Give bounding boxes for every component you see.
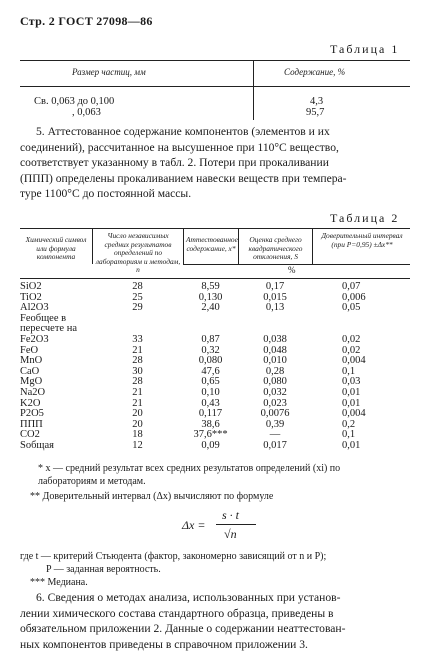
table2-div-4 — [312, 228, 313, 264]
table2-cell-comp: Na2O — [20, 387, 46, 398]
table2-header-n: Число независимых средних результатов определений по лабораториям и методам, n — [95, 231, 181, 275]
table2-row — [20, 441, 410, 452]
footnote-1 — [38, 462, 410, 488]
table2-cell-comp: CaO — [20, 365, 40, 377]
table1-row1-size: Св. 0,063 до 0,100 — [34, 96, 115, 107]
table2-cell-s: 0,39 — [265, 418, 285, 430]
formula-lhs: Δx = — [182, 518, 206, 532]
page-header: Стр. 2 ГОСТ 27098—86 — [20, 14, 153, 28]
table2-cell-d: 0,05 — [342, 302, 361, 314]
table2-row — [20, 303, 410, 314]
p5-line-2: соединений), рассчитанное на высушенное при 110°С вещество, — [20, 140, 339, 154]
paragraph-5 — [20, 124, 410, 202]
table2-cell-comp: пересчете на — [20, 323, 77, 335]
table2-cell-comp: ППП — [20, 418, 43, 430]
table2-cell-s: 0,010 — [263, 355, 287, 367]
table2-row — [20, 335, 410, 346]
table2-cell-s: 0,017 — [263, 440, 287, 451]
table2-cell-n: 21 — [132, 397, 143, 409]
table2-cell-n: 21 — [132, 387, 143, 398]
formula-numerator: s · t — [222, 508, 240, 522]
p6-line-4: ных компонентов приведены в справочном приложении 3. — [20, 637, 308, 651]
table2-cell-n: 30 — [132, 365, 143, 377]
table2-cell-d: 0,01 — [342, 440, 361, 451]
table2-cell-d: 0,004 — [342, 355, 366, 367]
table2-cell-s: 0,0076 — [260, 408, 290, 420]
table2-cell-comp: Sобщая — [20, 440, 55, 451]
table1-col1-header: Размер частиц, мм — [72, 67, 146, 77]
table2-row — [20, 282, 410, 293]
footnote-2: ** Доверительный интервал (Δx) вычисляют по формуле — [30, 491, 274, 502]
table2-cell-comp: P2O5 — [20, 408, 44, 420]
footnote-1-line-2: лабораториям и методам. — [38, 476, 146, 487]
table2-cell-d: 0,2 — [342, 418, 356, 430]
table2-cell-n: 33 — [132, 334, 143, 345]
table2-cell-n: 20 — [132, 418, 143, 430]
table2-cell-comp: TiO2 — [20, 291, 42, 303]
table2-cell-comp: MnO — [20, 355, 43, 367]
table1-caption: Таблица 1 — [330, 42, 400, 56]
table2-cell-n: 28 — [132, 281, 143, 292]
table2-cell-n: 28 — [132, 355, 143, 367]
footnote-5: *** Медиана. — [30, 577, 88, 588]
table2-cell-s: 0,28 — [265, 365, 285, 377]
table2-cell-n: 18 — [132, 429, 143, 441]
table1-row2-size: , 0,063 — [72, 107, 101, 118]
table2-top-rule — [20, 228, 410, 229]
table2-cell-d: 0,01 — [342, 397, 361, 409]
table2-cell-x: 2,40 — [201, 302, 220, 314]
footnote-4: P — заданная вероятность. — [46, 564, 161, 575]
p5-line-4: (ППП) определены прокаливанием навески веществ при темпера- — [20, 171, 347, 185]
footnote-1-line-1: * x — средний результат всех средних результатов определений (xi) по — [38, 463, 341, 474]
p5-line-1: 5. Аттестованное содержание компонентов (элементов и их — [36, 125, 330, 138]
table2-cell-x: 0,10 — [201, 387, 220, 398]
table2-row — [20, 388, 410, 399]
table2-cell-d: 0,02 — [342, 344, 361, 356]
table2-unit: % — [288, 265, 296, 275]
p6-line-1: 6. Сведения о методах анализа, использованных при установ- — [36, 591, 341, 604]
table2-cell-comp: Feобщее в — [20, 312, 67, 324]
table2-cell-s: 0,023 — [263, 397, 287, 409]
table2-cell-comp: CO2 — [20, 429, 40, 441]
table2-unit-rule — [183, 264, 410, 265]
table2-cell-n: 20 — [132, 408, 143, 420]
table2-cell-s: 0,13 — [265, 302, 285, 314]
table2-cell-s: 0,015 — [263, 291, 287, 303]
table1-col2-header: Содержание, % — [284, 67, 346, 77]
table2-cell-n: 28 — [132, 376, 143, 388]
table2-cell-comp: SiO2 — [20, 281, 42, 292]
table1-divider — [253, 60, 254, 120]
table2-cell-x: 0,43 — [201, 397, 220, 409]
table2-cell-comp: FeO — [20, 344, 39, 356]
table2-cell-d: 0,1 — [342, 429, 356, 441]
table2-div-2 — [183, 228, 184, 264]
table2-cell-s: 0,080 — [263, 376, 287, 388]
table2-cell-x: 0,117 — [198, 408, 223, 420]
table2-cell-x: 0,87 — [201, 334, 220, 345]
table2-header-rule — [20, 278, 410, 279]
table2-cell-x: 47,6 — [201, 365, 220, 377]
table2-cell-x: 0,09 — [201, 440, 220, 451]
table2-cell-comp: Al2O3 — [20, 302, 49, 314]
table2-cell-x: 0,32 — [201, 344, 220, 356]
table2-cell-s: 0,038 — [263, 334, 287, 345]
table2-cell-s: 0,032 — [263, 387, 287, 398]
table2-cell-n: 25 — [132, 291, 143, 303]
table2-cell-s: — — [269, 429, 281, 441]
table1-row2-content: 95,7 — [306, 107, 325, 118]
table2-header-s: Оценка среднего квадратического отклонения, S — [248, 235, 303, 262]
p6-line-3: обязательном приложении 2. Данные о содержании неаттестован- — [20, 622, 346, 636]
table2-cell-x: 0,080 — [198, 355, 223, 367]
table2-cell-n: 12 — [132, 440, 143, 451]
table2-cell-x: 38,6 — [201, 418, 220, 430]
footnote-3: где t — критерий Стьюдента (фактор, закономерно зависящий от n и P); — [20, 551, 327, 562]
table2-cell-s: 0,048 — [263, 344, 287, 356]
table2-div-1 — [92, 228, 93, 264]
table2-cell-s: 0,17 — [265, 281, 285, 292]
table2-div-3 — [238, 228, 239, 264]
table2-header-x: Аттестованное содержание, x* — [186, 235, 238, 253]
table2-cell-x: 37,6*** — [193, 429, 228, 441]
table2-cell-d: 0,004 — [342, 408, 366, 420]
table2-cell-n: 29 — [132, 302, 143, 314]
paragraph-6 — [20, 590, 410, 652]
p6-line-2: лении химического состава стандартного образца, приведены в — [20, 606, 334, 620]
table2-row — [20, 314, 410, 325]
p5-line-5: туре 1100°С до постоянной массы. — [20, 187, 192, 201]
table2-cell-x: 8,59 — [201, 281, 220, 292]
table1-row1-content: 4,3 — [310, 96, 324, 107]
table2-cell-d: 0,07 — [342, 281, 361, 292]
table2-cell-x: 0,65 — [201, 376, 220, 388]
formula-fraction-bar — [216, 524, 256, 525]
table2-cell-comp: K2O — [20, 397, 41, 409]
table2-cell-d: 0,006 — [342, 291, 366, 303]
table2-cell-comp: MgO — [20, 376, 43, 388]
table2-cell-n: 21 — [132, 344, 143, 356]
table2-cell-d: 0,03 — [342, 376, 361, 388]
table2-cell-d: 0,02 — [342, 334, 361, 345]
formula-denominator: √n — [224, 527, 237, 541]
table1-header-rule — [20, 86, 410, 87]
p5-line-3: соответствует указанному в табл. 2. Потери при прокаливании — [20, 156, 329, 170]
table2-cell-comp: Fe2O3 — [20, 334, 49, 345]
table1-top-rule — [20, 60, 410, 61]
table2-cell-d: 0,01 — [342, 387, 361, 398]
table2-caption: Таблица 2 — [330, 211, 400, 225]
table2-cell-d: 0,1 — [342, 365, 356, 377]
table2-header-component: Химический символ или формула компонента — [25, 235, 87, 262]
table2-cell-x: 0,130 — [198, 291, 223, 303]
table2-header-delta: Доверительный интервал (при P=0,95) ±Δx** — [321, 231, 403, 249]
